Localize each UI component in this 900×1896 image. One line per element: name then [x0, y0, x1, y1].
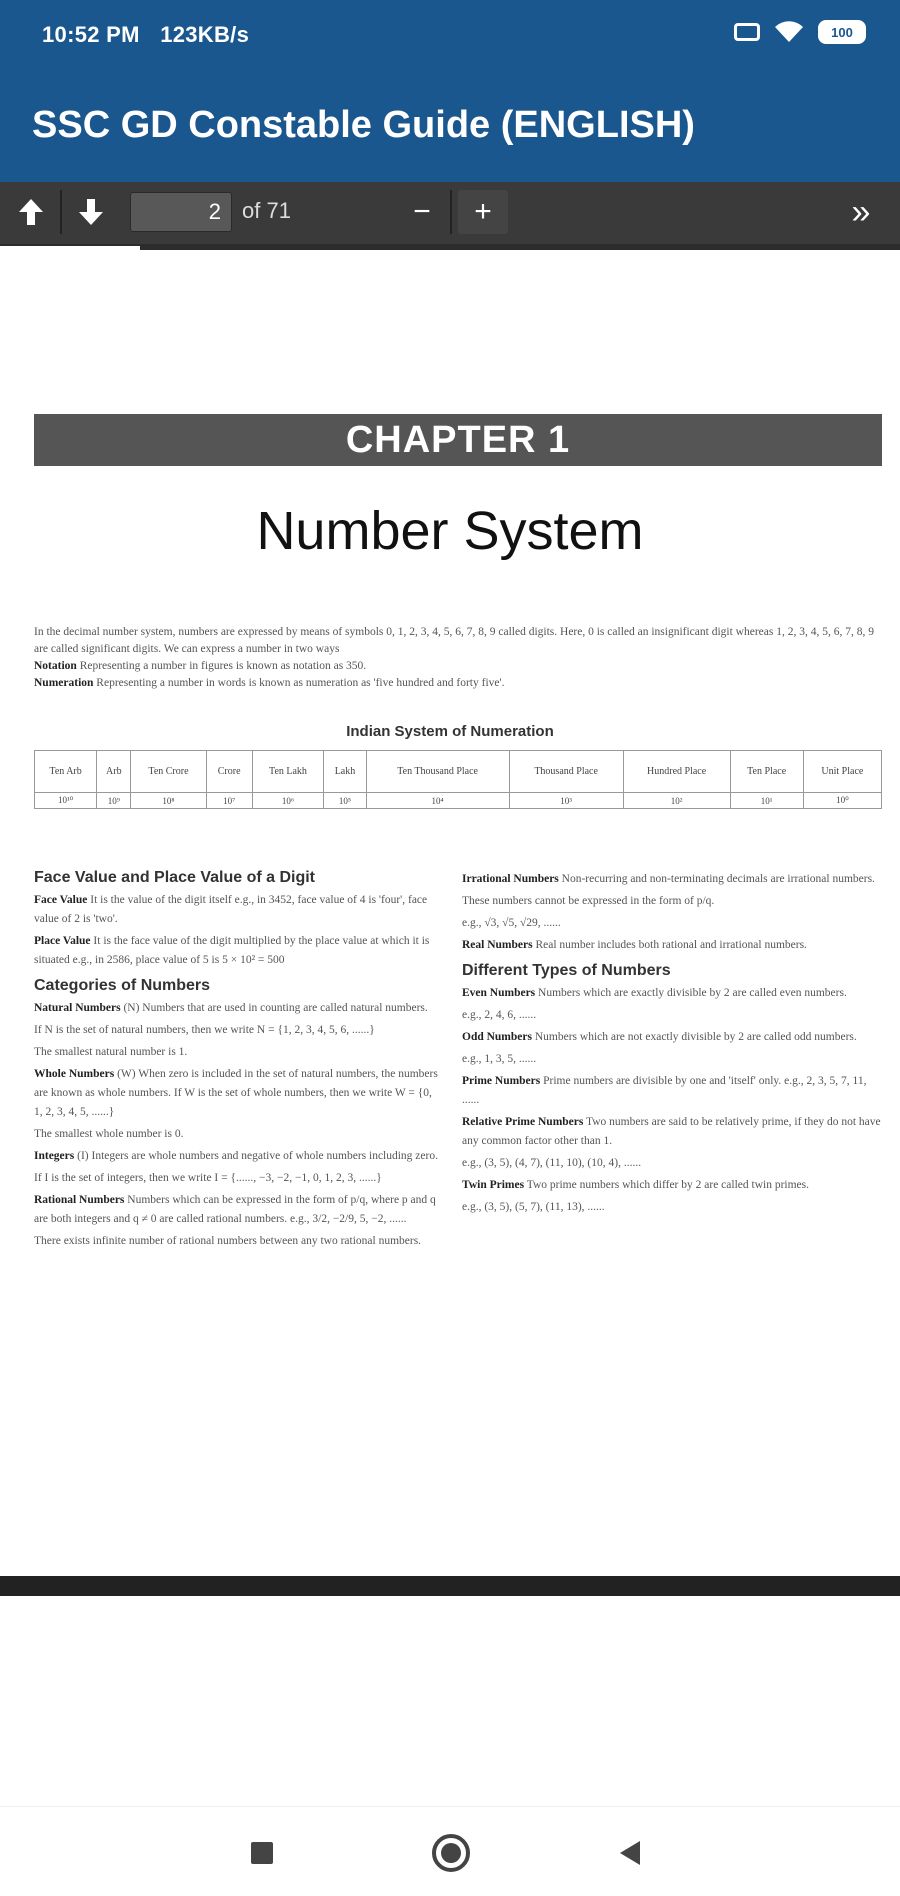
table-header: Crore	[206, 751, 252, 793]
notation-label: Notation	[34, 660, 77, 672]
even-example: e.g., 2, 4, 6, ......	[462, 1009, 537, 1021]
table-header: Ten Thousand Place	[366, 751, 509, 793]
twin-prime-example: e.g., (3, 5), (5, 7), (11, 13), ......	[462, 1201, 605, 1213]
right-column	[462, 870, 882, 1220]
table-title: Indian System of Numeration	[346, 723, 554, 740]
table-header-row	[35, 751, 882, 793]
navigation-bar	[0, 1806, 900, 1896]
face-value-para	[34, 891, 442, 929]
term-text: (I) Integers are whole numbers and negative of whole numbers including zero.	[77, 1150, 438, 1162]
notation-line	[34, 658, 882, 675]
whole-para	[34, 1065, 442, 1122]
numeration-line	[34, 675, 882, 692]
table-header: Arb	[97, 751, 131, 793]
place-value-para	[34, 932, 442, 970]
term-text: Numbers which are exactly divisible by 2 are called even numbers.	[538, 987, 847, 999]
table-header: Unit Place	[803, 751, 881, 793]
zoom-out-button[interactable]: −	[413, 195, 431, 228]
app-header	[0, 0, 900, 182]
screen-icon	[734, 23, 760, 41]
term-label: Irrational Numbers	[462, 873, 559, 885]
zoom-in-button[interactable]: +	[458, 190, 508, 234]
term-text: It is the face value of the digit multiplied by the place value at which it is situated e.g., in 2586, place value of 5 is 5 × 10² = 500	[34, 935, 430, 966]
status-bar	[42, 22, 263, 48]
arrow-up-icon	[17, 197, 45, 227]
term-text: It is the value of the digit itself e.g., in 3452, face value of 4 is 'four', face value of 2 is 'two'.	[34, 894, 428, 925]
term-label: Place Value	[34, 935, 91, 947]
real-para	[462, 936, 882, 955]
table-cell: 10⁸	[131, 793, 206, 809]
table-header: Thousand Place	[509, 751, 623, 793]
table-cell: 10⁵	[324, 793, 367, 809]
term-text: (W) When zero is included in the set of natural numbers, the numbers are known as whole numbers. If W is the set of whole numbers, then we write W = {0, 1, 2, 3, 4, 5, ......}	[34, 1068, 438, 1118]
recents-button[interactable]	[251, 1842, 273, 1864]
table-value-row	[35, 793, 882, 809]
term-label: Rational Numbers	[34, 1194, 125, 1206]
twin-prime-para	[462, 1176, 882, 1195]
intro-text	[34, 624, 882, 692]
table-cell: 10¹	[730, 793, 803, 809]
back-button[interactable]	[620, 1841, 640, 1865]
whole-smallest: The smallest whole number is 0.	[34, 1128, 184, 1140]
term-label: Face Value	[34, 894, 88, 906]
chapter-title: Number System	[256, 501, 644, 561]
page-divider	[0, 1576, 900, 1596]
integer-para	[34, 1147, 442, 1166]
table-cell: 10⁰	[803, 793, 881, 809]
prime-para	[462, 1072, 882, 1110]
irrational-note: These numbers cannot be expressed in the form of p/q.	[462, 895, 715, 907]
arrow-down-icon	[77, 197, 105, 227]
term-text: Real number includes both rational and irrational numbers.	[535, 939, 807, 951]
intro-paragraph: In the decimal number system, numbers are expressed by means of symbols 0, 1, 2, 3, 4, 5, 6, 7, 8, 9 called digits. Here, 0 is called an insignificant digit whereas 1, 2, 3, 4, 5, 6, 7, 8, 9 are called significant digits. We can express a number in two ways	[34, 626, 874, 655]
irrational-para	[462, 870, 882, 889]
table-cell: 10³	[509, 793, 623, 809]
odd-example: e.g., 1, 3, 5, ......	[462, 1053, 537, 1065]
relative-prime-para	[462, 1113, 882, 1151]
section-heading: Face Value and Place Value of a Digit	[34, 869, 315, 886]
relative-prime-example: e.g., (3, 5), (4, 7), (11, 10), (10, 4), ......	[462, 1157, 642, 1169]
chapter-label: CHAPTER 1	[34, 414, 882, 466]
previous-page-button[interactable]	[6, 190, 56, 234]
status-time: 10:52 PM	[42, 22, 140, 47]
more-tools-button[interactable]: »	[851, 192, 871, 231]
term-text: Two prime numbers which differ by 2 are called twin primes.	[526, 1179, 809, 1191]
term-text: Two numbers are said to be relatively prime, if they do not have any common factor other than 1.	[462, 1116, 881, 1147]
table-header: Ten Arb	[35, 751, 97, 793]
home-button[interactable]	[432, 1834, 470, 1872]
page-number-input[interactable]	[130, 192, 232, 232]
pdf-toolbar	[0, 182, 900, 250]
status-icons	[734, 20, 866, 44]
table-cell: 10⁴	[366, 793, 509, 809]
term-label: Prime Numbers	[462, 1075, 541, 1087]
table-header: Hundred Place	[623, 751, 730, 793]
table-cell: 10²	[623, 793, 730, 809]
rational-note: There exists infinite number of rational numbers between any two rational numbers.	[34, 1235, 422, 1247]
natural-set: If N is the set of natural numbers, then we write N = {1, 2, 3, 4, 5, 6, ......}	[34, 1024, 375, 1036]
page-total: of 71	[242, 198, 291, 223]
term-label: Twin Primes	[462, 1179, 525, 1191]
status-speed: 123KB/s	[160, 22, 250, 47]
table-cell: 10⁹	[97, 793, 131, 809]
odd-para	[462, 1028, 882, 1047]
integer-set: If I is the set of integers, then we write I = {......, −3, −2, −1, 0, 1, 2, 3, ......}	[34, 1172, 382, 1184]
table-cell: 10⁶	[252, 793, 323, 809]
irrational-example: e.g., √3, √5, √29, ......	[462, 917, 561, 929]
battery-icon: 100	[818, 20, 866, 44]
term-text: Numbers which are not exactly divisible by 2 are called odd numbers.	[534, 1031, 857, 1043]
table-header: Ten Place	[730, 751, 803, 793]
section-heading: Different Types of Numbers	[462, 962, 671, 979]
table-cell: 10⁷	[206, 793, 252, 809]
next-page-button[interactable]	[66, 190, 116, 234]
term-label: Integers	[34, 1150, 75, 1162]
term-label: Real Numbers	[462, 939, 533, 951]
natural-smallest: The smallest natural number is 1.	[34, 1046, 188, 1058]
term-label: Odd Numbers	[462, 1031, 532, 1043]
table-header: Lakh	[324, 751, 367, 793]
rational-para	[34, 1191, 442, 1229]
numeration-table	[34, 750, 882, 809]
term-label: Relative Prime Numbers	[462, 1116, 584, 1128]
scroll-progress	[0, 246, 140, 251]
term-text: Prime numbers are divisible by one and 'itself' only. e.g., 2, 3, 5, 7, 11, ......	[462, 1075, 867, 1106]
wifi-icon	[774, 20, 804, 44]
term-label: Even Numbers	[462, 987, 536, 999]
section-heading: Categories of Numbers	[34, 977, 211, 994]
numeration-text: Representing a number in words is known as numeration as 'five hundred and forty five'.	[96, 677, 505, 689]
even-para	[462, 984, 882, 1003]
pdf-page[interactable]	[0, 256, 900, 1576]
natural-para	[34, 999, 442, 1018]
left-column	[34, 862, 442, 1254]
table-header: Ten Crore	[131, 751, 206, 793]
table-header: Ten Lakh	[252, 751, 323, 793]
term-label: Whole Numbers	[34, 1068, 115, 1080]
term-label: Natural Numbers	[34, 1002, 121, 1014]
term-text: Non-recurring and non-terminating decimals are irrational numbers.	[561, 873, 875, 885]
notation-text: Representing a number in figures is known as notation as 350.	[79, 660, 367, 672]
term-text: (N) Numbers that are used in counting are called natural numbers.	[123, 1002, 428, 1014]
numeration-label: Numeration	[34, 677, 94, 689]
term-text: Numbers which can be expressed in the form of p/q, where p and q are both integers and q ≠ 0 are called rational numbers. e.g., 3/2, −2/9, 5, −2, ......	[34, 1194, 436, 1225]
app-title: SSC GD Constable Guide (ENGLISH)	[32, 104, 695, 146]
table-cell: 10¹⁰	[35, 793, 97, 809]
